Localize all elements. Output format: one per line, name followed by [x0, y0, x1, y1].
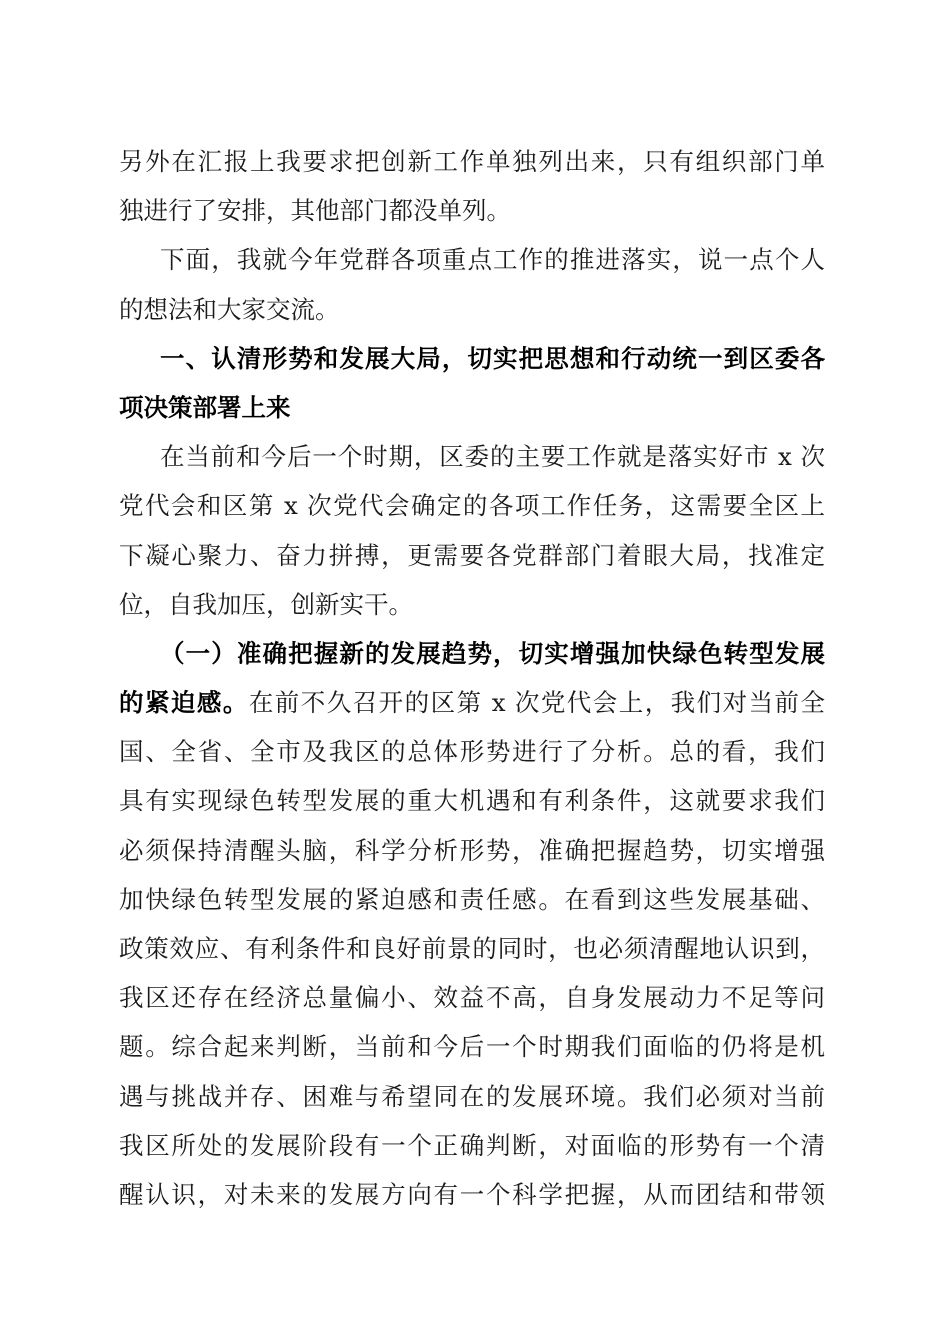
subheading-line-end: 的紧迫感。 — [119, 688, 249, 718]
text-line: 独进行了安排，其他部门都没单列。 — [119, 196, 511, 226]
subheading-line: （一）准确把握新的发展趋势，切实增强加快绿色转型发展 — [160, 638, 825, 668]
text-line: 必须保持清醒头脑，科学分析形势，准确把握趋势，切实增强 — [119, 835, 825, 865]
text-line: 遇与挑战并存、困难与希望同在的发展环境。我们必须对当前 — [119, 1081, 825, 1111]
text-line: 党代会和区第 x 次党代会确定的各项工作任务，这需要全区上 — [119, 491, 825, 521]
document-body — [119, 137, 825, 1219]
paragraph — [119, 137, 825, 235]
text-line: 下凝心聚力、奋力拼搏，更需要各党群部门着眼大局，找准定 — [119, 540, 825, 570]
text-line: 在当前和今后一个时期，区委的主要工作就是落实好市 x 次 — [160, 442, 825, 472]
text-line: 醒认识，对未来的发展方向有一个科学把握，从而团结和带领 — [119, 1179, 825, 1209]
heading-line: 项决策部署上来 — [119, 392, 291, 422]
paragraph — [119, 432, 825, 629]
text-line: 的想法和大家交流。 — [119, 294, 340, 324]
text-line: 下面，我就今年党群各项重点工作的推进落实，说一点个人 — [160, 245, 825, 275]
text-line: 政策效应、有利条件和良好前景的同时，也必须清醒地认识到， — [119, 934, 825, 963]
text-line: 位，自我加压，创新实干。 — [119, 589, 413, 619]
text-line-rest: 在前不久召开的区第 x 次党代会上，我们对当前全 — [248, 688, 826, 718]
text-line: 我区还存在经济总量偏小、效益不高，自身发展动力不足等问 — [119, 983, 825, 1013]
text-line — [119, 678, 825, 727]
text-line: 具有实现绿色转型发展的重大机遇和有利条件，这就要求我们 — [119, 786, 825, 816]
text-line: 题。综合起来判断，当前和今后一个时期我们面临的仍将是机 — [119, 1032, 825, 1062]
heading-line: 一、认清形势和发展大局，切实把思想和行动统一到区委各 — [160, 343, 825, 373]
text-line: 另外在汇报上我要求把创新工作单独列出来，只有组织部门单 — [119, 147, 825, 176]
text-line: 加快绿色转型发展的紧迫感和责任感。在看到这些发展基础、 — [119, 884, 825, 914]
paragraph — [119, 235, 825, 333]
text-line: 国、全省、全市及我区的总体形势进行了分析。总的看，我们 — [119, 737, 825, 767]
text-line: 我区所处的发展阶段有一个正确判断，对面临的形势有一个清 — [119, 1130, 825, 1160]
section-heading — [119, 334, 825, 432]
paragraph — [119, 629, 825, 1219]
